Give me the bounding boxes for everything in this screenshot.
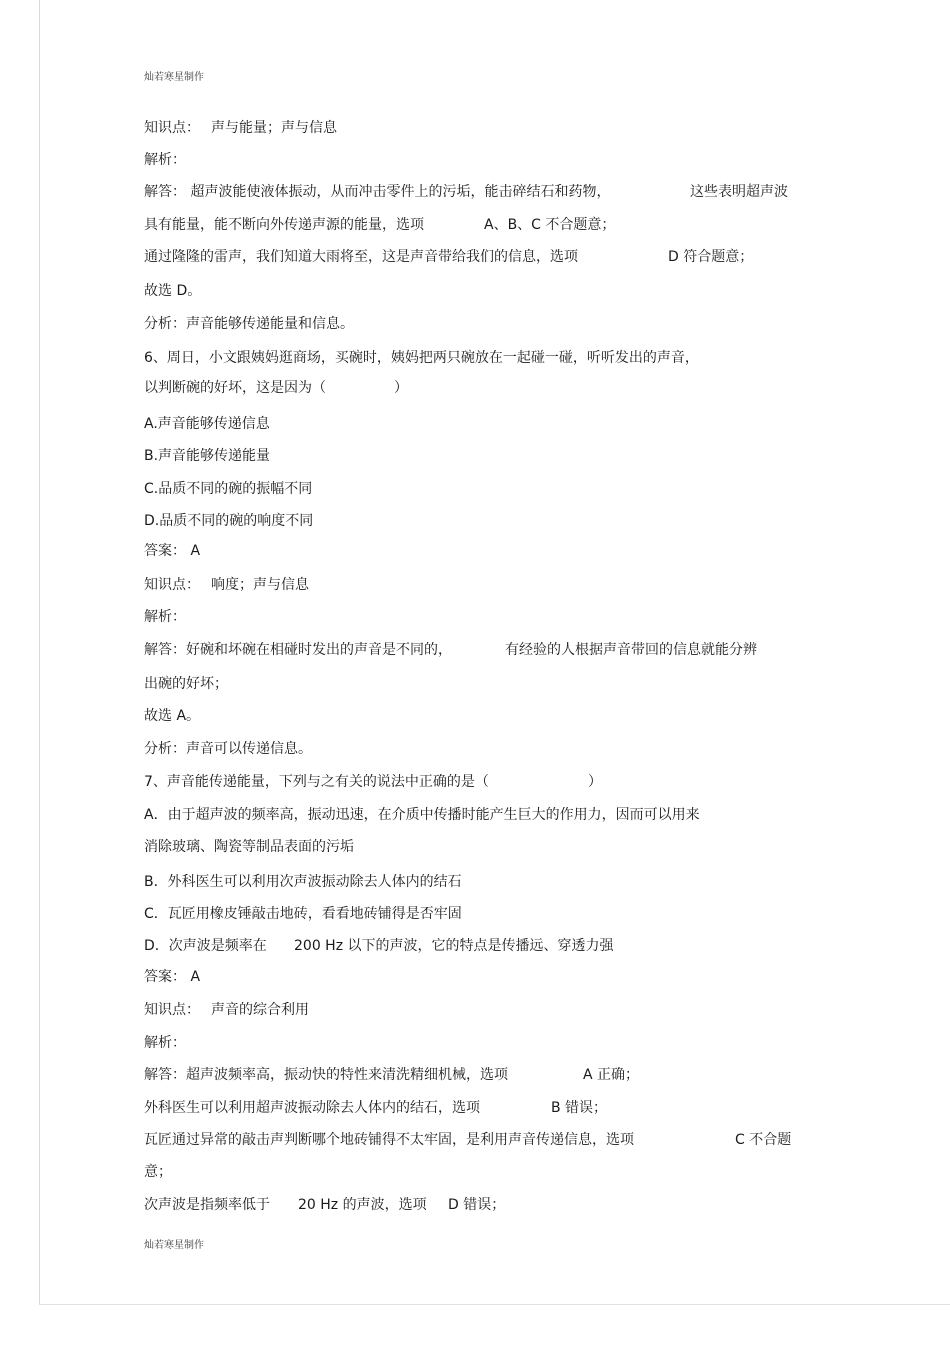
text-segment: A．由于超声波的频率高，振动迅速，在介质中传播时能产生巨大的作用力，因而可以用来 [144, 807, 700, 823]
text-segment: ） [588, 774, 602, 790]
text-segment: 有经验的人根据声音带回的信息就能分辨 [505, 642, 757, 658]
text-segment: 出碗的好坏； [144, 676, 228, 692]
text-segment: 7、声音能传递能量，下列与之有关的说法中正确的是（ [144, 774, 489, 790]
text-segment: 次声波是指频率低于 [144, 1197, 270, 1213]
text-segment: 解答： 超声波能使液体振动，从而冲击零件上的污垢，能击碎结石和药物， [144, 184, 611, 200]
text-segment: 知识点： [144, 120, 200, 136]
text-segment: 意； [144, 1164, 172, 1180]
text-segment: ） [394, 380, 408, 396]
page-bottom-border [39, 1304, 950, 1305]
text-segment: 瓦匠通过异常的敲击声判断哪个地砖铺得不太牢固，是利用声音传递信息，选项 [144, 1132, 634, 1148]
page-left-border [39, 0, 40, 1305]
text-segment: C 不合题 [735, 1132, 792, 1148]
text-segment: D．次声波是频率在 [144, 938, 267, 954]
text-segment: 声与能量；声与信息 [211, 120, 337, 136]
text-segment: 通过隆隆的雷声，我们知道大雨将至，这是声音带给我们的信息，选项 [144, 249, 578, 265]
page-footer: 灿若寒星制作 [144, 1240, 204, 1251]
text-segment: 解析： [144, 1035, 186, 1051]
text-segment: C．瓦匠用橡皮锤敲击地砖，看看地砖铺得是否牢固 [144, 906, 462, 922]
text-segment: 解析： [144, 152, 186, 168]
text-segment: 分析：声音可以传递信息。 [144, 741, 312, 757]
text-segment: 声音的综合利用 [211, 1002, 309, 1018]
text-segment: 这些表明超声波 [690, 184, 788, 200]
text-segment: 200 Hz 以下的声波，它的特点是传播远、穿透力强 [294, 938, 614, 954]
text-segment: 具有能量，能不断向外传递声源的能量，选项 [144, 217, 424, 233]
text-segment: A 正确； [583, 1067, 640, 1083]
text-segment: 答案： A [144, 969, 201, 985]
text-segment: A、B、C 不合题意； [484, 217, 616, 233]
text-segment: D 符合题意； [668, 249, 754, 265]
text-segment: 消除玻璃、陶瓷等制品表面的污垢 [144, 839, 354, 855]
text-segment: 6、周日，小文跟姨妈逛商场，买碗时，姨妈把两只碗放在一起碰一碰，听听发出的声音， [144, 350, 699, 366]
text-segment: B.声音能够传递能量 [144, 448, 271, 464]
text-segment: 解答：好碗和坏碗在相碰时发出的声音是不同的， [144, 642, 452, 658]
text-segment: 解析： [144, 609, 186, 625]
text-segment: 响度；声与信息 [211, 577, 309, 593]
text-segment: B．外科医生可以利用次声波振动除去人体内的结石 [144, 874, 462, 890]
text-segment: 知识点： [144, 577, 200, 593]
text-segment: D 错误； [448, 1197, 506, 1213]
text-segment: B 错误； [551, 1100, 608, 1116]
text-segment: 故选 A。 [144, 708, 201, 724]
text-segment: 分析：声音能够传递能量和信息。 [144, 316, 354, 332]
text-segment: A.声音能够传递信息 [144, 416, 270, 432]
text-segment: 故选 D。 [144, 283, 202, 299]
text-segment: 以判断碗的好坏，这是因为（ [144, 380, 326, 396]
text-segment: D.品质不同的碗的响度不同 [144, 513, 314, 529]
page-header: 灿若寒星制作 [144, 72, 204, 83]
text-segment: C.品质不同的碗的振幅不同 [144, 481, 313, 497]
text-segment: 知识点： [144, 1002, 200, 1018]
text-segment: 外科医生可以利用超声波振动除去人体内的结石，选项 [144, 1100, 480, 1116]
text-segment: 答案： A [144, 543, 201, 559]
text-segment: 20 Hz 的声波，选项 [298, 1197, 427, 1213]
text-segment: 解答：超声波频率高，振动快的特性来清洗精细机械，选项 [144, 1067, 508, 1083]
